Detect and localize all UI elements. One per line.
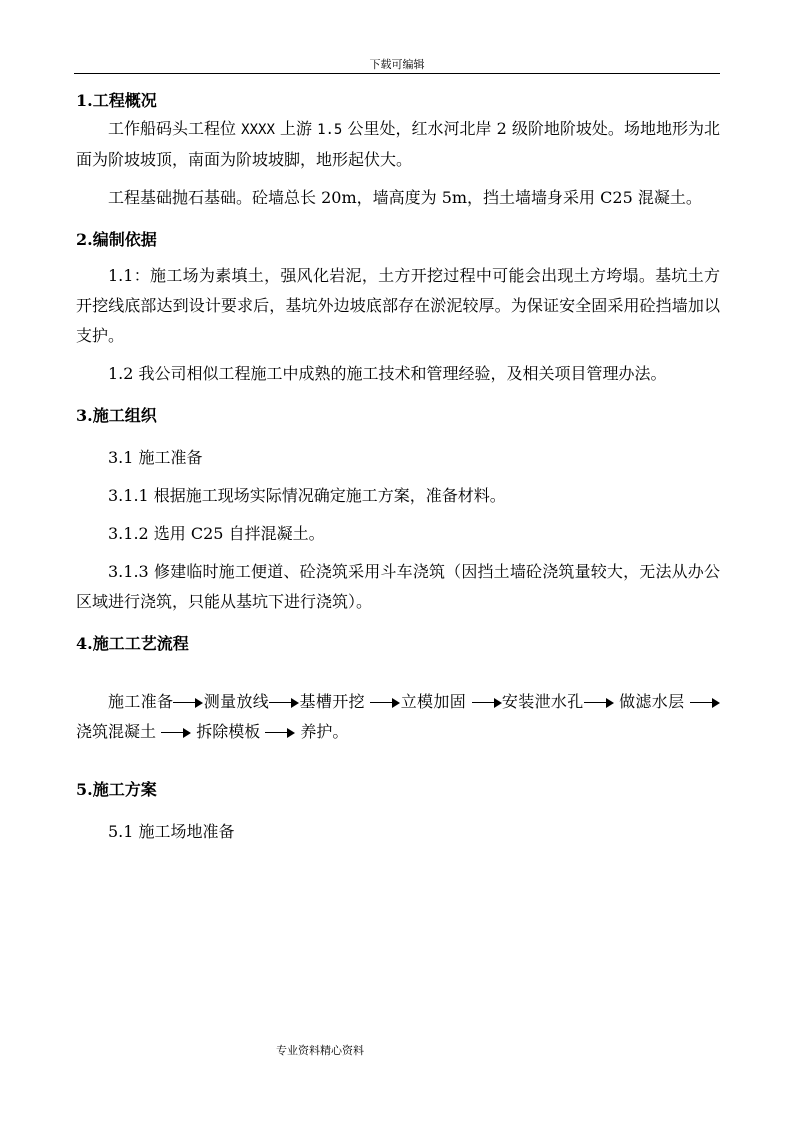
text-run-mono: 1.5 bbox=[317, 122, 343, 138]
section-4-title: 4.施工工艺流程 bbox=[76, 634, 189, 653]
arrow-right-icon bbox=[173, 698, 203, 708]
arrow-right-icon bbox=[370, 698, 400, 708]
section-3-title: 3.施工组织 bbox=[76, 406, 157, 425]
flow-step: 测量放线 bbox=[203, 692, 270, 711]
section-1-title: 1.工程概况 bbox=[76, 91, 157, 110]
section-3-paragraph-2: 3.1.1 根据施工现场实际情况确定施工方案，准备材料。 bbox=[108, 486, 506, 505]
flow-step: 浇筑混凝土 bbox=[76, 722, 157, 741]
section-3-paragraph-3: 3.1.2 选用 C25 自拌混凝土。 bbox=[108, 524, 325, 543]
flow-step: 养护。 bbox=[300, 722, 349, 741]
section-2-paragraph-1: 1.1：施工场为素填土，强风化岩泥，土方开挖过程中可能会出现土方垮塌。基坑土方开挖线底部达到设计要求后，基坑外边坡底部存在淤泥较厚。为保证安全固采用砼挡墙加以支护。 bbox=[76, 266, 720, 345]
arrow-right-icon bbox=[265, 728, 295, 738]
arrow-right-icon bbox=[690, 698, 720, 708]
flow-step: 立模加固 bbox=[400, 692, 467, 711]
flow-step: 施工准备 bbox=[108, 692, 174, 711]
section-5-title: 5.施工方案 bbox=[76, 780, 157, 799]
arrow-right-icon bbox=[161, 728, 191, 738]
text-run: 上游 bbox=[274, 119, 318, 138]
text-run-mono: XXXX bbox=[241, 122, 275, 138]
flow-step: 做滤水层 bbox=[619, 692, 685, 711]
flow-step: 基槽开挖 bbox=[299, 692, 365, 711]
section-5-paragraph-1: 5.1 施工场地准备 bbox=[108, 822, 235, 841]
arrow-right-icon bbox=[472, 698, 502, 708]
document-body bbox=[76, 88, 720, 847]
section-1-paragraph-2: 工程基础抛石基础。砼墙总长 20m，墙高度为 5m，挡土墙墙身采用 C25 混凝土。 bbox=[108, 188, 702, 207]
flow-step: 拆除模板 bbox=[196, 722, 261, 741]
process-flow bbox=[76, 687, 720, 747]
text-run: 工作船码头工程位 bbox=[108, 119, 242, 138]
section-3-paragraph-4: 3.1.3 修建临时施工便道、砼浇筑采用斗车浇筑（因挡土墙砼浇筑量较大，无法从办公区域进行浇筑，只能从基坑下进行浇筑）。 bbox=[76, 562, 720, 611]
flow-step: 安装泄水孔 bbox=[501, 692, 584, 711]
section-2-paragraph-2: 1.2 我公司相似工程施工中成熟的施工技术和管理经验，及相关项目管理办法。 bbox=[108, 364, 667, 383]
arrow-right-icon bbox=[269, 698, 299, 708]
section-2-title: 2.编制依据 bbox=[76, 230, 157, 249]
arrow-right-icon bbox=[584, 698, 614, 708]
section-3-paragraph-1: 3.1 施工准备 bbox=[108, 448, 203, 467]
page-footer: 专业资料精心资料 bbox=[276, 1044, 364, 1057]
header-rule bbox=[74, 73, 720, 74]
page-header: 下载可编辑 bbox=[369, 58, 425, 71]
text-run: 公里处，红水河北岸 2 级阶地阶坡处。场地地形为北面为阶坡坡顶，南面为阶坡坡脚，地形起伏大。 bbox=[76, 119, 720, 169]
section-1-paragraph-1 bbox=[76, 114, 720, 175]
